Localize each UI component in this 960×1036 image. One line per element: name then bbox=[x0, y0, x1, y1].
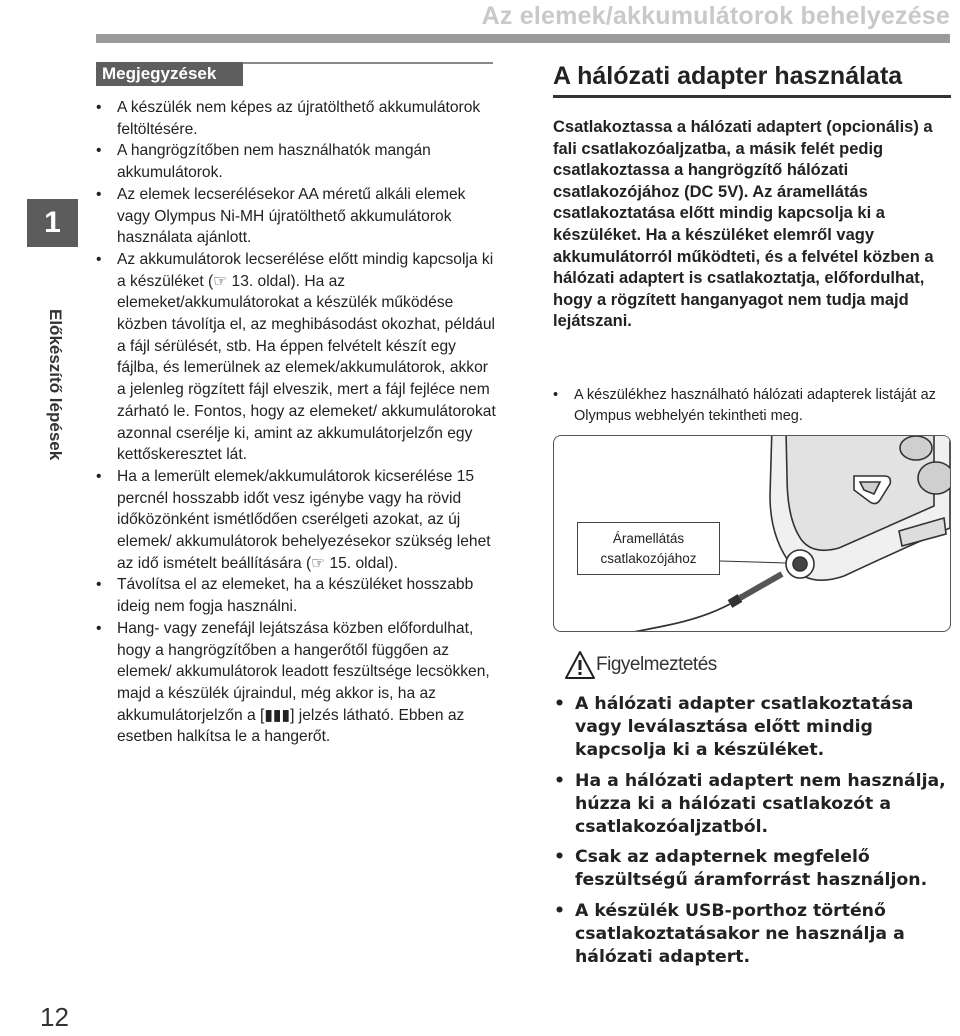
caution-title: Figyelmeztetés bbox=[596, 654, 717, 675]
notes-item: • Ha a lemerült elemek/akkumulátorok kicserélése 15 percnél hosszabb időt vesz igénybe vagy ha rövid időközönként ismétlődően cserélgeti azokat, az új elemek/ akkumulátorok behelyezésekor szükség lehet az idő ismételt beállítására (☞ 15. oldal). bbox=[117, 466, 497, 575]
caution-item: • Csak az adapternek megfelelő feszültségű áramforrást használjon. bbox=[575, 846, 955, 892]
adapter-list-item: • A készülékhez használható hálózati adapterek listáját az Olympus webhelyén tekintheti meg. bbox=[574, 385, 954, 426]
chapter-tab: 1 bbox=[27, 199, 78, 247]
notes-item: • Hang- vagy zenefájl lejátszása közben előfordulhat, hogy a hangrögzítőben a hangerőtől függően az elemek/ akkumulátorok leadott feszültsége lecsökken, majd a készülék újraindul, még akkor is, ha az akkumulátorjelzőn a [▮▮▮] jelzés látható. Ebben az esetben halkítsa le a hangerőt. bbox=[117, 618, 497, 748]
notes-list bbox=[117, 97, 497, 748]
page-header-title: Az elemek/akkumulátorok behelyezése bbox=[481, 2, 950, 30]
caution-item: • A készülék USB-porthoz történő csatlakoztatásakor ne használja a hálózati adaptert. bbox=[575, 900, 955, 970]
caution-list bbox=[575, 693, 955, 976]
adapter-body: Csatlakoztassa a hálózati adaptert (opcionális) a fali csatlakozóaljzatba, a másik felét pedig csatlakoztassa a hangrögzítő hálózati csatlakozójához (DC 5V). Az áramellátás csatlakoztatása előtt mindig kapcsolja ki a készüléket. Ha a készüléket elemről vagy akkumulátorról működteti, és a felvétel közben a hálózati adaptert is csatlakoztatja, előfordulhat, hogy a rögzített hanganyagot nem tudja majd lejátszani. bbox=[553, 118, 934, 331]
notes-heading-rule bbox=[243, 62, 493, 64]
header-rule bbox=[96, 34, 950, 43]
chapter-label: Előkészítő lépések bbox=[46, 309, 65, 461]
page-number: 12 bbox=[40, 1002, 69, 1032]
notes-item: • A készülék nem képes az újratölthető akkumulátorok feltöltésére. bbox=[117, 97, 497, 140]
figure-callout: Áramellátás csatlakozójához bbox=[577, 522, 720, 575]
notes-item: • Távolítsa el az elemeket, ha a készüléket hosszabb ideig nem fogja használni. bbox=[117, 574, 497, 617]
caution-item: • A hálózati adapter csatlakoztatása vagy leválasztása előtt mindig kapcsolja ki a készüléket. bbox=[575, 693, 955, 763]
notes-item: • Az akkumulátorok lecserélése előtt mindig kapcsolja ki a készüléket (☞ 13. oldal). Ha az elemeket/akkumulátorokat a készülék működése közben távolítja el, az meghibásodást okozhat, például a fájl sérülését, stb. Ha éppen felvételt készít egy fájlba, és lemerülnek az elemek/akkumulátorok, akkor a jelenleg rögzített fájl elveszik, mert a fájl fejléce nem zárható le. Fontos, hogy az elemeket/ akkumulátorokat azonnal cserélje ki, amint az akkumulátorjelzőn egy kettőskeresztet lát. bbox=[117, 249, 497, 466]
notes-label: Megjegyzések bbox=[96, 62, 243, 86]
adapter-title: A hálózati adapter használata bbox=[553, 62, 903, 90]
adapter-illustration bbox=[553, 435, 951, 632]
adapter-heading bbox=[553, 62, 951, 98]
notes-item: • Az elemek lecserélésekor AA méretű alkáli elemek vagy Olympus Ni-MH újratölthető akkumulátorok használata ajánlott. bbox=[117, 184, 497, 249]
notes-heading bbox=[96, 62, 493, 86]
notes-item: • A hangrögzítőben nem használhatók mangán akkumulátorok. bbox=[117, 140, 497, 183]
warning-icon bbox=[565, 650, 595, 680]
adapter-list bbox=[574, 385, 954, 426]
caution-item: • Ha a hálózati adaptert nem használja, húzza ki a hálózati csatlakozót a csatlakozóaljzatból. bbox=[575, 770, 955, 840]
